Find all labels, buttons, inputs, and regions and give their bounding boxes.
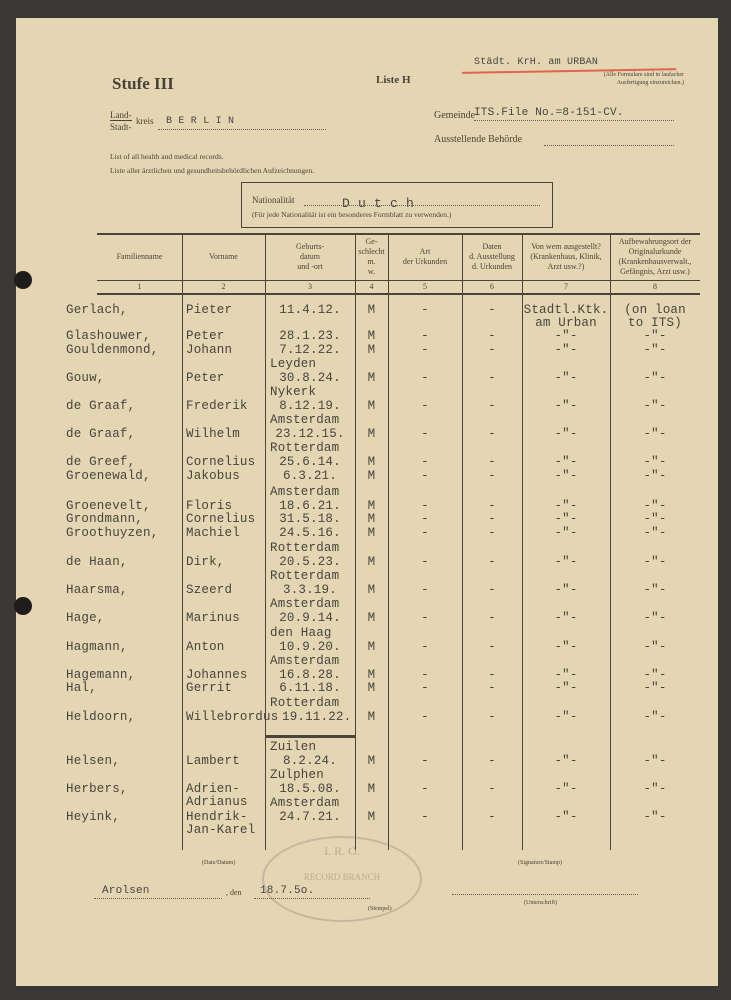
storage-location-cell: -"-	[643, 782, 667, 796]
column-header-4: Ge- schlecht m. w.	[358, 236, 385, 276]
first-name-cell: Dirk,	[186, 555, 225, 569]
storage-location-cell: -"-	[643, 681, 667, 695]
gemeinde-label: Gemeinde	[434, 110, 476, 121]
birth-date-cell: 28.1.23.	[279, 329, 341, 343]
issue-date-cell: -	[488, 512, 496, 526]
surname-cell: Hagemann,	[66, 668, 136, 682]
column-header-5: Art der Urkunden	[402, 246, 448, 266]
issue-date-cell: -	[488, 303, 496, 317]
first-name-cell: Wilhelm	[186, 427, 240, 441]
surname-cell: Hage,	[66, 611, 105, 625]
form-note-2: Ausfertigung einzureichen.)	[616, 80, 684, 86]
issued-by-cell: -"-	[554, 681, 578, 695]
sex-cell: M	[367, 427, 376, 441]
column-number-7: 7	[564, 282, 568, 291]
first-name-cell: Szeerd	[186, 583, 233, 597]
stage-title: Stufe III	[112, 74, 174, 93]
storage-location-cell: -"-	[643, 710, 667, 724]
birth-place-cell: Amsterdam	[270, 796, 340, 810]
birth-date-cell: 18.6.21.	[279, 499, 341, 513]
storage-location-cell: -"-	[643, 526, 667, 540]
punch-hole	[14, 271, 32, 289]
birth-date-cell: 23.12.15.	[275, 427, 345, 441]
record-type-cell: -	[421, 782, 429, 796]
surname-cell: Gouldenmond,	[66, 343, 159, 357]
first-name-cell: Anton	[186, 640, 225, 654]
sex-cell: M	[367, 329, 376, 343]
signature-caption: (Signature/Stamp)	[518, 860, 562, 866]
land-label: Land-	[110, 110, 132, 120]
storage-location-cell: -"-	[643, 512, 667, 526]
column-header-6: Daten d. Ausstellung d. Urkunden	[469, 241, 515, 271]
sex-cell: M	[367, 555, 376, 569]
birth-date-cell: 19.11.22.	[282, 710, 352, 724]
storage-location-cell: -"-	[643, 555, 667, 569]
record-type-cell: -	[421, 583, 429, 597]
first-name-cell: Machiel	[186, 526, 240, 540]
surname-cell: Haarsma,	[66, 583, 128, 597]
record-type-cell: -	[421, 681, 429, 695]
issued-by-cell: -"-	[554, 427, 578, 441]
storage-location-cell: -"-	[643, 611, 667, 625]
issue-date-cell: -	[488, 611, 496, 625]
issue-date-cell: -	[488, 782, 496, 796]
issued-by-cell-2: am Urban	[535, 316, 597, 330]
storage-location-cell: -"-	[643, 810, 667, 824]
column-header-3: Geburts- datum und -ort	[296, 241, 324, 271]
nationality-value: D u t c h	[342, 196, 415, 211]
list-title: Liste H	[376, 74, 411, 86]
record-type-cell: -	[421, 427, 429, 441]
sex-cell: M	[367, 303, 376, 317]
sex-cell: M	[367, 469, 376, 483]
birth-date-cell: 20.9.14.	[279, 611, 341, 625]
record-type-cell: -	[421, 810, 429, 824]
first-name-cell: Lambert	[186, 754, 240, 768]
stamp-middle-text: RECORD BRANCH	[303, 872, 381, 882]
birth-date-cell: 10.9.20.	[279, 640, 341, 654]
first-name-cell: Jakobus	[186, 469, 240, 483]
issue-date-cell: -	[488, 499, 496, 513]
storage-location-cell: (on loan	[624, 303, 686, 317]
issue-date-cell: -	[488, 668, 496, 682]
first-name-cell: Marinus	[186, 611, 240, 625]
sex-cell: M	[367, 710, 376, 724]
behoerde-label: Ausstellende Behörde	[434, 134, 523, 145]
surname-cell: Glashouwer,	[66, 329, 151, 343]
record-type-cell: -	[421, 611, 429, 625]
nationality-note: (Für jede Nationalität ist ein besonderes Formblatt zu verwenden.)	[252, 210, 452, 219]
issued-by-cell: -"-	[554, 343, 578, 357]
birth-place-cell: Rotterdam	[270, 696, 340, 710]
stamp-top-text: I. R. O.	[324, 844, 360, 858]
issue-date-cell: -	[488, 555, 496, 569]
issued-by-cell: -"-	[554, 455, 578, 469]
storage-location-cell: -"-	[643, 455, 667, 469]
sex-cell: M	[367, 681, 376, 695]
record-type-cell: -	[421, 469, 429, 483]
sex-cell: M	[367, 668, 376, 682]
record-type-cell: -	[421, 371, 429, 385]
first-name-cell: Floris	[186, 499, 233, 513]
issue-date-cell: -	[488, 371, 496, 385]
storage-location-cell: -"-	[643, 371, 667, 385]
column-header-7: Von wem ausgestellt? (Krankenhaus, Klinik, Arzt usw.?)	[530, 241, 602, 271]
issue-date-cell: -	[488, 455, 496, 469]
record-type-cell: -	[421, 399, 429, 413]
form-note-1: (Alle Formulare sind in laufacher	[603, 72, 684, 78]
birth-place-cell: Rotterdam	[270, 569, 340, 583]
date-caption: (Date/Datum)	[202, 860, 236, 866]
birth-date-cell: 30.8.24.	[279, 371, 341, 385]
sex-cell: M	[367, 512, 376, 526]
punch-hole	[14, 597, 32, 615]
record-type-cell: -	[421, 512, 429, 526]
column-number-3: 3	[308, 282, 312, 291]
sex-cell: M	[367, 371, 376, 385]
issue-date-cell: -	[488, 710, 496, 724]
issued-by-cell: -"-	[554, 754, 578, 768]
record-type-cell: -	[421, 555, 429, 569]
sex-cell: M	[367, 526, 376, 540]
birth-date-cell: 3.3.19.	[283, 583, 337, 597]
surname-cell: Helsen,	[66, 754, 120, 768]
record-type-cell: -	[421, 640, 429, 654]
gemeinde-field: ITS.File No.=8-151-CV.	[474, 106, 674, 121]
sex-cell: M	[367, 640, 376, 654]
sex-cell: M	[367, 455, 376, 469]
column-number-8: 8	[653, 282, 657, 291]
issue-date-cell: -	[488, 427, 496, 441]
birth-place-cell: Rotterdam	[270, 441, 340, 455]
issue-date-cell: -	[488, 343, 496, 357]
issue-date-cell: -	[488, 469, 496, 483]
first-name-cell: Cornelius	[186, 512, 256, 526]
first-name-cell: Peter	[186, 329, 225, 343]
storage-location-cell: -"-	[643, 640, 667, 654]
record-type-cell: -	[421, 754, 429, 768]
surname-cell: Gouw,	[66, 371, 105, 385]
issue-date-cell: -	[488, 681, 496, 695]
column-divider	[182, 233, 183, 850]
birth-place-cell: Zuilen	[270, 740, 317, 754]
column-number-6: 6	[490, 282, 494, 291]
surname-cell: de Graaf,	[66, 427, 136, 441]
birth-date-cell: 18.5.08.	[279, 782, 341, 796]
issue-date-cell: -	[488, 583, 496, 597]
storage-location-cell: -"-	[643, 343, 667, 357]
record-type-cell: -	[421, 455, 429, 469]
column-number-1: 1	[137, 282, 142, 291]
issued-by-cell: -"-	[554, 371, 578, 385]
kreis-field: B E R L I N	[158, 115, 326, 130]
column-number-4: 4	[369, 282, 374, 291]
stempel-caption: (Stempel)	[368, 906, 392, 912]
storage-location-cell: -"-	[643, 399, 667, 413]
issued-by-cell: -"-	[554, 668, 578, 682]
nationality-label: Nationalität	[252, 195, 295, 205]
issue-date-cell: -	[488, 754, 496, 768]
sex-cell: M	[367, 583, 376, 597]
birth-date-cell: 8.12.19.	[279, 399, 341, 413]
sex-cell: M	[367, 611, 376, 625]
first-name-cell: Adrien-	[186, 782, 240, 796]
first-name-cell: Gerrit	[186, 681, 233, 695]
storage-location-cell: -"-	[643, 329, 667, 343]
surname-cell: Herbers,	[66, 782, 128, 796]
description-en: List of all health and medical records.	[110, 152, 224, 161]
issued-by-cell: -"-	[554, 526, 578, 540]
issued-by-cell: -"-	[554, 555, 578, 569]
sex-cell: M	[367, 343, 376, 357]
sex-cell: M	[367, 499, 376, 513]
struck-out-text	[265, 735, 355, 738]
stadt-label: Stadt-	[110, 122, 132, 132]
issued-by-cell: -"-	[554, 329, 578, 343]
surname-cell: de Haan,	[66, 555, 128, 569]
signature-line	[452, 894, 638, 895]
record-type-cell: -	[421, 303, 429, 317]
record-type-cell: -	[421, 499, 429, 513]
surname-cell: Groenewald,	[66, 469, 151, 483]
storage-location-cell-2: to ITS)	[628, 316, 682, 330]
birth-date-cell: 25.6.14.	[279, 455, 341, 469]
column-number-2: 2	[221, 282, 226, 291]
birth-place-cell: Amsterdam	[270, 485, 340, 499]
column-header-1: Familienname	[116, 251, 163, 261]
record-type-cell: -	[421, 526, 429, 540]
issue-date-cell: -	[488, 640, 496, 654]
birth-date-cell: 24.5.16.	[279, 526, 341, 540]
first-name-cell: Frederik	[186, 399, 248, 413]
record-type-cell: -	[421, 329, 429, 343]
birth-date-cell: 11.4.12.	[279, 303, 341, 317]
den-label: , den	[226, 888, 242, 897]
first-name-cell: Peter	[186, 371, 225, 385]
hospital-stamp: Städt. KrH. am URBAN	[474, 57, 599, 68]
first-name-cell: Johann	[186, 343, 233, 357]
birth-date-cell: 31.5.18.	[279, 512, 341, 526]
birth-date-cell: 8.2.24.	[283, 754, 337, 768]
issued-by-cell: -"-	[554, 512, 578, 526]
surname-cell: Groothuyzen,	[66, 526, 159, 540]
column-divider	[265, 233, 266, 850]
birth-place-cell: Zulphen	[270, 768, 324, 782]
document-page	[16, 18, 718, 986]
first-name-cell: Johannes	[186, 668, 248, 682]
description-de: Liste aller ärztlichen und gesundheitsbehördlichen Aufzeichnungen.	[110, 166, 315, 175]
record-type-cell: -	[421, 343, 429, 357]
birth-date-cell: 24.7.21.	[279, 810, 341, 824]
place-field: Arolsen	[94, 884, 222, 899]
surname-cell: de Graaf,	[66, 399, 136, 413]
storage-location-cell: -"-	[643, 754, 667, 768]
birth-place-cell: Amsterdam	[270, 597, 340, 611]
storage-location-cell: -"-	[643, 499, 667, 513]
birth-date-cell: 20.5.23.	[279, 555, 341, 569]
birth-place-cell: den Haag	[270, 626, 332, 640]
surname-cell: Gerlach,	[66, 303, 128, 317]
issue-date-cell: -	[488, 526, 496, 540]
birth-place-cell: Amsterdam	[270, 654, 340, 668]
kreis-label: kreis	[136, 116, 154, 126]
record-type-cell: -	[421, 710, 429, 724]
issued-by-cell: -"-	[554, 640, 578, 654]
first-name-cell: Willebrordus	[186, 710, 279, 724]
unterschrift-caption: (Unterschrift)	[524, 900, 557, 906]
issued-by-cell: -"-	[554, 499, 578, 513]
surname-cell: Hagmann,	[66, 640, 128, 654]
birth-date-cell: 7.12.22.	[279, 343, 341, 357]
date-field: 18.7.5o.	[254, 884, 370, 899]
issued-by-cell: Stadtl.Ktk.	[523, 303, 609, 317]
column-number-5: 5	[423, 282, 427, 291]
birth-place-cell: Amsterdam	[270, 413, 340, 427]
birth-place-cell: Rotterdam	[270, 541, 340, 555]
storage-location-cell: -"-	[643, 469, 667, 483]
birth-place-cell: Nykerk	[270, 385, 317, 399]
birth-place-cell: Leyden	[270, 357, 317, 371]
first-name-cell: Cornelius	[186, 455, 256, 469]
sex-cell: M	[367, 754, 376, 768]
first-name-cell-2: Adrianus	[186, 795, 248, 809]
first-name-cell: Hendrik-	[186, 810, 248, 824]
surname-cell: Grondmann,	[66, 512, 144, 526]
column-header-2: Vorname	[209, 251, 238, 261]
issue-date-cell: -	[488, 329, 496, 343]
birth-date-cell: 16.8.28.	[279, 668, 341, 682]
surname-cell: Hal,	[66, 681, 97, 695]
surname-cell: Heyink,	[66, 810, 120, 824]
column-header-8: Aufbewahrungsort der Originalurkunde (Krankenhausverwalt., Gefängnis, Arzt usw.)	[618, 236, 692, 276]
sex-cell: M	[367, 399, 376, 413]
sex-cell: M	[367, 782, 376, 796]
issued-by-cell: -"-	[554, 583, 578, 597]
first-name-cell: Pieter	[186, 303, 233, 317]
issued-by-cell: -"-	[554, 782, 578, 796]
iro-stamp	[262, 836, 422, 922]
record-type-cell: -	[421, 668, 429, 682]
surname-cell: de Greef,	[66, 455, 136, 469]
issued-by-cell: -"-	[554, 611, 578, 625]
issue-date-cell: -	[488, 810, 496, 824]
birth-date-cell: 6.3.21.	[283, 469, 337, 483]
issue-date-cell: -	[488, 399, 496, 413]
surname-cell: Groenevelt,	[66, 499, 151, 513]
storage-location-cell: -"-	[643, 668, 667, 682]
storage-location-cell: -"-	[643, 427, 667, 441]
issued-by-cell: -"-	[554, 810, 578, 824]
sex-cell: M	[367, 810, 376, 824]
first-name-cell-2: Jan-Karel	[186, 823, 256, 837]
issued-by-cell: -"-	[554, 469, 578, 483]
birth-date-cell: 6.11.18.	[279, 681, 341, 695]
surname-cell: Heldoorn,	[66, 710, 136, 724]
issued-by-cell: -"-	[554, 710, 578, 724]
storage-location-cell: -"-	[643, 583, 667, 597]
issued-by-cell: -"-	[554, 399, 578, 413]
